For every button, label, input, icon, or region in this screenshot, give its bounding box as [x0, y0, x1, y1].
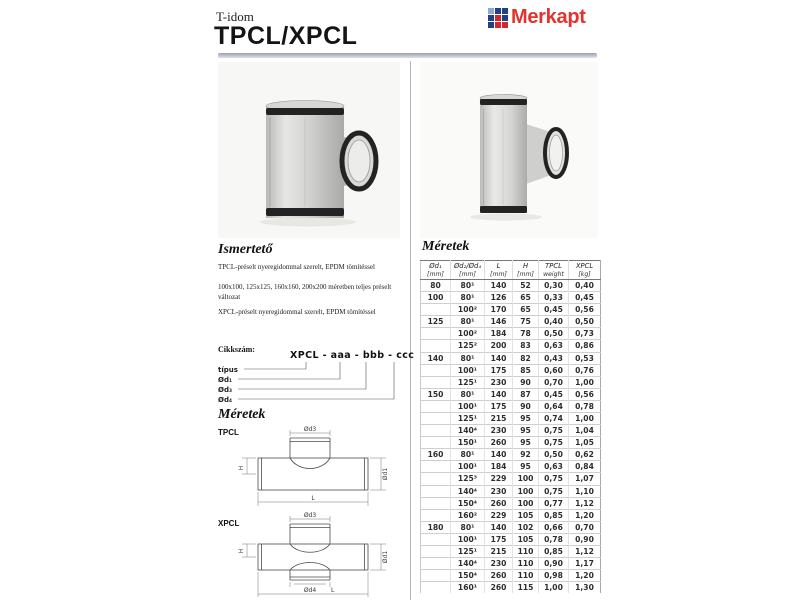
cell-od2od4: 150¹: [451, 437, 485, 449]
table-row: [421, 449, 601, 461]
table-row: [421, 546, 601, 558]
cell-tpcl-weight: 0,64: [539, 400, 569, 412]
cell-od2od4: 80¹: [451, 279, 485, 291]
cell-l: 140: [485, 521, 513, 533]
cell-tpcl-weight: 0,78: [539, 533, 569, 545]
table-row: [421, 292, 601, 304]
cell-tpcl-weight: 0,50: [539, 449, 569, 461]
cell-h: 100: [513, 485, 539, 497]
cell-od1: 125: [421, 316, 451, 328]
table-row: [421, 558, 601, 570]
cell-l: 230: [485, 485, 513, 497]
cell-od2od4: 100²: [451, 328, 485, 340]
cell-od2od4: 140⁴: [451, 425, 485, 437]
cell-od2od4: 80¹: [451, 388, 485, 400]
cell-xpcl-kg: 0,86: [569, 340, 601, 352]
table-row: [421, 412, 601, 424]
cell-h: 90: [513, 376, 539, 388]
cell-l: 175: [485, 533, 513, 545]
cell-tpcl-weight: 0,75: [539, 425, 569, 437]
cell-h: 85: [513, 364, 539, 376]
callout-tipus: típus: [218, 366, 238, 374]
cikkszam-label: Cikkszám:: [218, 345, 255, 354]
size-table: [420, 260, 601, 593]
table-row: [421, 340, 601, 352]
cell-od2od4: 100²: [451, 304, 485, 316]
cell-od2od4: 80¹: [451, 449, 485, 461]
cell-od2od4: 150⁴: [451, 570, 485, 582]
table-row: [421, 570, 601, 582]
cell-od2od4: 160¹: [451, 582, 485, 594]
cell-xpcl-kg: 0,76: [569, 364, 601, 376]
cell-l: 260: [485, 497, 513, 509]
cell-h: 115: [513, 582, 539, 594]
cell-od1: [421, 533, 451, 545]
cell-xpcl-kg: 1,07: [569, 473, 601, 485]
cell-h: 100: [513, 497, 539, 509]
cell-h: 102: [513, 521, 539, 533]
table-row: [421, 437, 601, 449]
cell-tpcl-weight: 0,63: [539, 461, 569, 473]
cell-od1: 180: [421, 521, 451, 533]
size-table-body: [421, 279, 601, 593]
col-header-od2od4: Ød₂/Ød₄ [mm]: [451, 261, 485, 280]
cell-od2od4: 100¹: [451, 533, 485, 545]
cell-od2od4: 80¹: [451, 352, 485, 364]
cell-l: 170: [485, 304, 513, 316]
brand-logo: [488, 6, 586, 29]
product-subtitle: T-idom: [216, 9, 254, 24]
cell-od2od4: 100¹: [451, 364, 485, 376]
table-row: [421, 364, 601, 376]
cell-od1: 100: [421, 292, 451, 304]
article-code-callouts: [218, 362, 404, 408]
cell-h: 65: [513, 304, 539, 316]
cell-tpcl-weight: 0,45: [539, 304, 569, 316]
xpcl-dimension-drawing: [228, 512, 400, 600]
table-row: [421, 316, 601, 328]
grid-square: [488, 8, 494, 14]
cell-od2od4: 125³: [451, 473, 485, 485]
cell-od2od4: 100¹: [451, 461, 485, 473]
cell-tpcl-weight: 0,70: [539, 376, 569, 388]
cell-od2od4: 150⁴: [451, 497, 485, 509]
cell-h: 92: [513, 449, 539, 461]
cell-l: 175: [485, 364, 513, 376]
cell-od2od4: 125¹: [451, 412, 485, 424]
cell-xpcl-kg: 1,05: [569, 437, 601, 449]
col-header-h: H [mm]: [513, 261, 539, 280]
cell-od1: [421, 558, 451, 570]
cell-l: 140: [485, 352, 513, 364]
cell-xpcl-kg: 0,70: [569, 521, 601, 533]
cell-tpcl-weight: 0,63: [539, 340, 569, 352]
cell-od1: [421, 437, 451, 449]
cell-od1: [421, 400, 451, 412]
cell-l: 260: [485, 582, 513, 594]
grid-square: [495, 22, 501, 28]
tpcl-dim-h: H: [238, 465, 245, 471]
tpcl-dim-od1: Ød1: [382, 467, 389, 481]
cell-od1: [421, 340, 451, 352]
cell-l: 184: [485, 461, 513, 473]
callout-od4: Ød₄: [218, 396, 233, 404]
grid-square: [488, 22, 494, 28]
cell-h: 78: [513, 328, 539, 340]
table-row: [421, 485, 601, 497]
cell-od2od4: 140⁴: [451, 485, 485, 497]
table-row: [421, 582, 601, 594]
cell-od1: [421, 497, 451, 509]
tpcl-dim-od3: Ød3: [303, 426, 317, 433]
cell-l: 230: [485, 376, 513, 388]
brand-name: Merkapt: [511, 6, 586, 28]
cell-xpcl-kg: 1,30: [569, 582, 601, 594]
cell-xpcl-kg: 0,40: [569, 279, 601, 291]
xpcl-dim-od1: Ød1: [382, 550, 389, 564]
cell-h: 90: [513, 400, 539, 412]
cell-od1: [421, 582, 451, 594]
cell-h: 95: [513, 461, 539, 473]
cell-xpcl-kg: 0,73: [569, 328, 601, 340]
grid-square: [495, 8, 501, 14]
cell-xpcl-kg: 0,56: [569, 304, 601, 316]
cell-l: 229: [485, 473, 513, 485]
xpcl-dim-od3: Ød3: [303, 512, 317, 519]
cell-l: 229: [485, 509, 513, 521]
table-row: [421, 521, 601, 533]
cell-xpcl-kg: 1,00: [569, 412, 601, 424]
cell-tpcl-weight: 0,50: [539, 328, 569, 340]
cell-l: 126: [485, 292, 513, 304]
cell-l: 140: [485, 388, 513, 400]
header-divider-bar: [218, 53, 597, 58]
col-header-od1: Ød₁ [mm]: [421, 261, 451, 280]
cell-tpcl-weight: 0,75: [539, 485, 569, 497]
table-row: [421, 328, 601, 340]
cell-h: 95: [513, 425, 539, 437]
cell-h: 110: [513, 558, 539, 570]
cell-xpcl-kg: 0,53: [569, 352, 601, 364]
cell-od1: [421, 485, 451, 497]
article-code: XPCL - aaa - bbb - ccc: [290, 350, 415, 361]
cell-tpcl-weight: 0,85: [539, 546, 569, 558]
table-row: [421, 497, 601, 509]
table-row: [421, 509, 601, 521]
cell-od1: 140: [421, 352, 451, 364]
cell-od2od4: 100¹: [451, 400, 485, 412]
cell-od1: [421, 509, 451, 521]
cell-tpcl-weight: 0,90: [539, 558, 569, 570]
cell-h: 83: [513, 340, 539, 352]
size-table-header: [421, 261, 601, 280]
cell-xpcl-kg: 0,45: [569, 292, 601, 304]
table-row: [421, 533, 601, 545]
cell-od1: [421, 376, 451, 388]
cell-xpcl-kg: 1,20: [569, 509, 601, 521]
cell-od2od4: 140⁴: [451, 558, 485, 570]
cell-l: 184: [485, 328, 513, 340]
table-row: [421, 279, 601, 291]
grid-square: [502, 8, 508, 14]
cell-l: 260: [485, 437, 513, 449]
cell-tpcl-weight: 0,77: [539, 497, 569, 509]
product-photo-xpcl: [420, 62, 598, 238]
cell-l: 215: [485, 546, 513, 558]
merkapt-grid-icon: [488, 8, 508, 28]
cell-od1: [421, 412, 451, 424]
grid-square: [502, 22, 508, 28]
cell-xpcl-kg: 1,20: [569, 570, 601, 582]
cell-od2od4: 160²: [451, 509, 485, 521]
tpcl-dim-l: L: [311, 495, 315, 502]
grid-square: [495, 15, 501, 21]
table-row: [421, 352, 601, 364]
cell-h: 110: [513, 546, 539, 558]
cell-od2od4: 80¹: [451, 292, 485, 304]
cell-xpcl-kg: 0,56: [569, 388, 601, 400]
cell-l: 175: [485, 400, 513, 412]
callout-od3: Ød₃: [218, 386, 233, 394]
tpcl-dimension-drawing: [228, 426, 400, 512]
cell-h: 105: [513, 533, 539, 545]
cell-h: 75: [513, 316, 539, 328]
cell-xpcl-kg: 0,84: [569, 461, 601, 473]
cell-h: 100: [513, 473, 539, 485]
cell-od2od4: 125¹: [451, 546, 485, 558]
tpcl-photo-drawing: [218, 62, 400, 238]
grid-square: [488, 15, 494, 21]
cell-tpcl-weight: 0,98: [539, 570, 569, 582]
ismerteto-heading: Ismertető: [218, 242, 273, 257]
meretek-heading-right: Méretek: [422, 239, 470, 254]
cell-xpcl-kg: 1,04: [569, 425, 601, 437]
cell-od1: [421, 304, 451, 316]
cell-od2od4: 125¹: [451, 376, 485, 388]
table-row: [421, 473, 601, 485]
description-paragraph-2: 100x100, 125x125, 160x160, 200x200 méretben teljes préselt változat: [218, 283, 392, 301]
cell-od1: [421, 461, 451, 473]
cell-l: 215: [485, 412, 513, 424]
cell-h: 105: [513, 509, 539, 521]
cell-h: 110: [513, 570, 539, 582]
xpcl-photo-drawing: [420, 62, 598, 238]
cell-tpcl-weight: 0,74: [539, 412, 569, 424]
table-row: [421, 388, 601, 400]
cell-od2od4: 80¹: [451, 316, 485, 328]
col-header-tpcl-weight: TPCL weight: [539, 261, 569, 280]
callout-od1: Ød₁: [218, 376, 233, 384]
cell-od1: [421, 328, 451, 340]
cell-tpcl-weight: 0,85: [539, 509, 569, 521]
grid-square: [502, 15, 508, 21]
cell-h: 65: [513, 292, 539, 304]
cell-xpcl-kg: 1,17: [569, 558, 601, 570]
table-row: [421, 400, 601, 412]
xpcl-dim-h: H: [238, 548, 245, 554]
cell-l: 140: [485, 449, 513, 461]
cell-od1: 150: [421, 388, 451, 400]
cell-xpcl-kg: 1,00: [569, 376, 601, 388]
table-row: [421, 376, 601, 388]
cell-xpcl-kg: 1,12: [569, 546, 601, 558]
cell-h: 52: [513, 279, 539, 291]
cell-xpcl-kg: 0,90: [569, 533, 601, 545]
cell-h: 95: [513, 412, 539, 424]
tpcl-drawing-label: TPCL: [218, 428, 239, 437]
cell-tpcl-weight: 0,40: [539, 316, 569, 328]
cell-tpcl-weight: 0,60: [539, 364, 569, 376]
cell-h: 87: [513, 388, 539, 400]
cell-l: 230: [485, 425, 513, 437]
col-header-l: L [mm]: [485, 261, 513, 280]
xpcl-dim-od4: Ød4: [303, 587, 317, 594]
cell-tpcl-weight: 0,43: [539, 352, 569, 364]
cell-xpcl-kg: 0,50: [569, 316, 601, 328]
cell-od1: [421, 546, 451, 558]
cell-l: 260: [485, 570, 513, 582]
table-row: [421, 304, 601, 316]
cell-od2od4: 80¹: [451, 521, 485, 533]
cell-l: 200: [485, 340, 513, 352]
cell-tpcl-weight: 0,33: [539, 292, 569, 304]
cell-h: 95: [513, 437, 539, 449]
table-row: [421, 425, 601, 437]
cell-xpcl-kg: 0,62: [569, 449, 601, 461]
description-paragraph-3: XPCL-préselt nyeregidommal szerelt, EPDM tömítéssel: [218, 308, 376, 316]
cell-xpcl-kg: 0,78: [569, 400, 601, 412]
cell-tpcl-weight: 0,75: [539, 437, 569, 449]
meretek-heading-left: Méretek: [218, 407, 266, 422]
cell-tpcl-weight: 1,00: [539, 582, 569, 594]
cell-od1: [421, 473, 451, 485]
product-photo-tpcl: [218, 62, 400, 238]
cell-l: 146: [485, 316, 513, 328]
cell-tpcl-weight: 0,75: [539, 473, 569, 485]
page-title: TPCL/XPCL: [214, 22, 358, 50]
cell-h: 82: [513, 352, 539, 364]
cell-l: 140: [485, 279, 513, 291]
xpcl-drawing-label: XPCL: [218, 519, 240, 528]
cell-od1: 160: [421, 449, 451, 461]
cell-l: 230: [485, 558, 513, 570]
cell-od1: [421, 364, 451, 376]
cell-tpcl-weight: 0,30: [539, 279, 569, 291]
xpcl-dim-l: L: [331, 587, 335, 594]
cell-xpcl-kg: 1,10: [569, 485, 601, 497]
description-paragraph-1: TPCL-préselt nyeregidommal szerelt, EPDM tömítéssel: [218, 263, 375, 271]
column-divider: [410, 61, 411, 600]
col-header-xpcl-kg: XPCL [kg]: [569, 261, 601, 280]
cell-od2od4: 125²: [451, 340, 485, 352]
cell-od1: [421, 570, 451, 582]
cell-tpcl-weight: 0,66: [539, 521, 569, 533]
cell-od1: 80: [421, 279, 451, 291]
table-row: [421, 461, 601, 473]
cell-od1: [421, 425, 451, 437]
cell-xpcl-kg: 1,12: [569, 497, 601, 509]
cell-tpcl-weight: 0,45: [539, 388, 569, 400]
